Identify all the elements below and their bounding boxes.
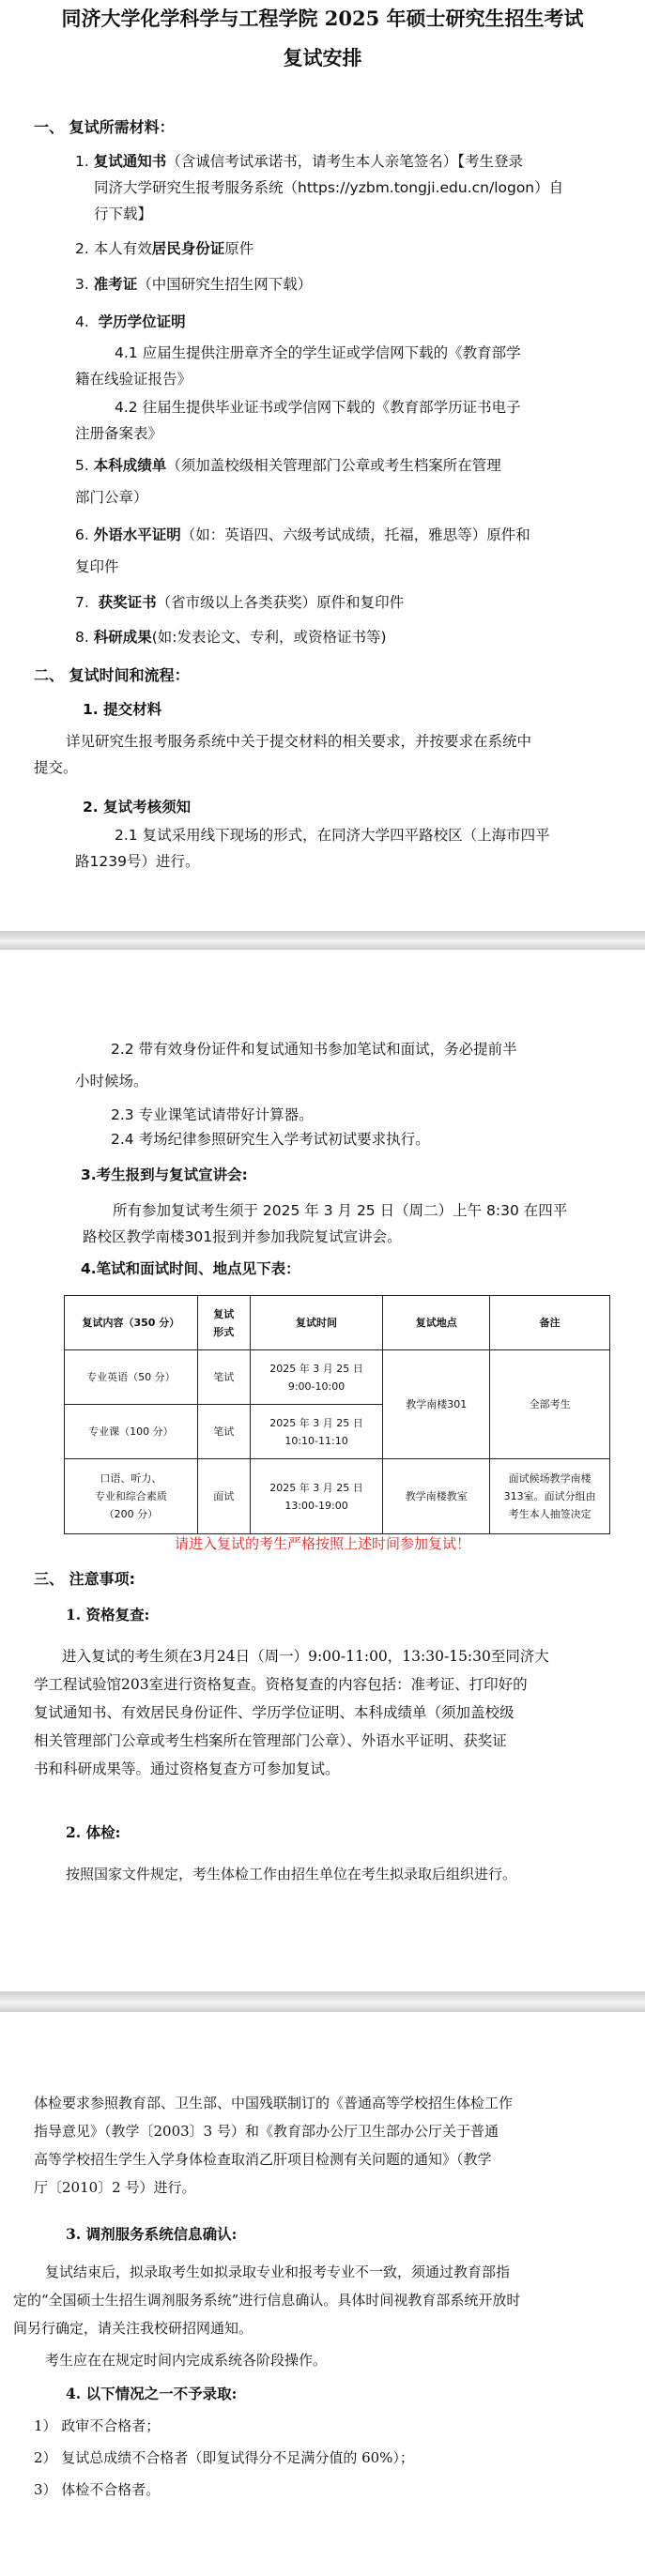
sub1-title: 1. 提交材料	[83, 701, 162, 718]
page-1	[0, 0, 645, 931]
sub3-title: 3.考生报到与复试宣讲会:	[81, 1166, 248, 1183]
cell-note: 面试候场教学南楼 313室。面试分组由 考生本人抽签决定	[490, 1459, 610, 1534]
item1-line5: 书和科研成果等。通过资格复查方可参加复试。	[34, 1761, 340, 1777]
cell-time: 2025 年 3 月 25 日 10:10-11:10	[250, 1405, 383, 1459]
table-header-form: 复试 形式	[197, 1296, 250, 1350]
sub3-text-line1: 所有参加复试考生须于 2025 年 3 月 25 日（周二）上午 8:30 在四平	[113, 1202, 568, 1219]
material-item-6: 6. 外语水平证明（如：英语四、六级考试成绩，托福，雅思等）原件和	[75, 526, 530, 543]
item4-list-1: 1） 政审不合格者；	[34, 2417, 161, 2434]
material-item-3: 3. 准考证（中国研究生招生网下载）	[75, 276, 313, 293]
item3-line3: 间另行确定，请关注我校研招网通知。	[13, 2320, 253, 2337]
doc-title-line2: 复试安排	[283, 46, 362, 69]
material-item-1-line3: 行下载】	[94, 206, 153, 222]
material-item-4: 4. 学历学位证明	[75, 313, 186, 330]
item1-line1: 进入复试的考生须在3月24日（周一）9:00-11:00，13:30-15:30至同济大	[62, 1648, 549, 1665]
cell-time: 2025 年 3 月 25 日 13:00-19:00	[250, 1459, 383, 1534]
page-gap-2	[0, 1991, 645, 2012]
material-item-1-line2: 同济大学研究生报考服务系统（https://yzbm.tongji.edu.cn/logon）自	[94, 179, 564, 196]
material-item-4-2: 4.2 往届生提供毕业证书或学信网下载的《教育部学历证书电子	[115, 399, 521, 416]
item4-list-2: 2） 复试总成绩不合格者（即复试得分不足满分值的 60%）；	[34, 2449, 414, 2466]
item2-cont-line1: 体检要求参照教育部、卫生部、中国残联制订的《普通高等学校招生体检工作	[34, 2095, 514, 2111]
item2-line1: 按照国家文件规定，考生体检工作由招生单位在考生拟录取后组织进行。	[66, 1866, 517, 1882]
item4-title: 4. 以下情况之一不予录取:	[66, 2385, 238, 2402]
material-item-5-line2: 部门公章）	[75, 489, 148, 506]
material-item-5: 5. 本科成绩单（须加盖校级相关管理部门公章或考生档案所在管理	[75, 457, 501, 474]
item1-line4: 相关管理部门公章或考生档案所在管理部门公章）、外语水平证明、获奖证	[34, 1732, 507, 1749]
cell-place: 教学南楼教室	[383, 1459, 490, 1534]
item1-line3: 复试通知书、有效居民身份证件、学历学位证明、本科成绩单（须加盖校级	[34, 1704, 514, 1721]
sub4-title: 4.笔试和面试时间、地点见下表：	[81, 1260, 300, 1277]
sub2-2-line1: 2.2 带有效身份证件和复试通知书参加笔试和面试，务必提前半	[111, 1041, 517, 1058]
sub2-1-line1: 2.1 复试采用线下现场的形式，在同济大学四平路校区（上海市四平	[115, 827, 550, 844]
page-gap-1	[0, 931, 645, 950]
cell-form: 笔试	[197, 1405, 250, 1459]
item3-line1: 复试结束后，拟录取考生如拟录取专业和报考专业不一致，须通过教育部指	[45, 2264, 511, 2280]
material-item-1: 1. 复试通知书（含诚信考试承诺书，请考生本人亲笔签名）【考生登录	[75, 153, 524, 170]
table-row	[65, 1350, 610, 1405]
table-row	[65, 1459, 610, 1534]
sub3-text-line2: 路校区教学南楼301报到并参加我院复试宣讲会。	[83, 1228, 402, 1245]
cell-content: 专业课（100 分）	[65, 1405, 198, 1459]
item2-cont-line2: 指导意见》（教学〔2003〕3 号）和《教育部办公厅卫生部办公厅关于普通	[34, 2123, 499, 2140]
material-item-4-2-line2: 注册备案表》	[75, 425, 163, 442]
cell-content: 专业英语（50 分）	[65, 1350, 198, 1405]
item2-title: 2. 体检:	[66, 1823, 121, 1841]
sub1-text-line1: 详见研究生报考服务系统中关于提交材料的相关要求，并按要求在系统中	[66, 733, 532, 750]
item3-title: 3. 调剂服务系统信息确认:	[66, 2225, 238, 2243]
table-header-time: 复试时间	[250, 1296, 383, 1350]
sub2-4: 2.4 考场纪律参照研究生入学考试初试要求执行。	[111, 1131, 430, 1148]
material-item-4-1: 4.1 应届生提供注册章齐全的学生证或学信网下载的《教育部学	[115, 344, 521, 361]
item4-list-3: 3） 体检不合格者。	[34, 2481, 161, 2498]
cell-content: 口语、听力、 专业和综合素质 （200 分）	[65, 1459, 198, 1534]
sub2-3: 2.3 专业课笔试请带好计算器。	[111, 1106, 314, 1123]
table-header-note: 备注	[490, 1296, 610, 1350]
material-item-2: 2. 本人有效居民身份证原件	[75, 240, 254, 257]
item1-title: 1. 资格复查:	[66, 1606, 150, 1623]
item3-line4: 考生应在在规定时间内完成系统各阶段操作。	[45, 2352, 328, 2369]
doc-title-line1: 同济大学化学科学与工程学院 2025 年硕士研究生招生考试	[61, 7, 584, 30]
sub1-text-line2: 提交。	[34, 759, 78, 776]
sub2-2-line2: 小时候场。	[75, 1073, 148, 1090]
sub2-1-line2: 路1239号）进行。	[75, 853, 200, 870]
cell-time: 2025 年 3 月 25 日 9:00-10:00	[250, 1350, 383, 1405]
cell-form: 面试	[197, 1459, 250, 1534]
page-3	[0, 2012, 645, 2576]
page-2	[0, 950, 645, 1991]
item1-line2: 学工程试验馆203室进行资格复查。资格复查的内容包括：准考证、打印好的	[34, 1676, 528, 1693]
warning-text: 请进入复试的考生严格按照上述时间参加复试！	[174, 1535, 470, 1552]
item3-line2: 定的“全国硕士生招生调剂服务系统”进行信息确认。具体时间视教育部系统开放时	[13, 2292, 521, 2309]
table-header-place: 复试地点	[383, 1296, 490, 1350]
table-header-content: 复试内容（350 分）	[65, 1296, 198, 1350]
item2-cont-line4: 厅〔2010〕2 号）进行。	[34, 2179, 196, 2196]
table-header-row	[65, 1296, 610, 1350]
section1-heading: 一、 复试所需材料：	[34, 118, 175, 136]
sub2-title: 2. 复试考核须知	[83, 799, 192, 815]
cell-form: 笔试	[197, 1350, 250, 1405]
item2-cont-line3: 高等学校招生学生入学身体检查取消乙肝项目检测有关问题的通知》（教学	[34, 2151, 492, 2168]
cell-note-written: 全部考生	[490, 1350, 610, 1459]
material-item-4-1-line2: 籍在线验证报告》	[75, 371, 192, 388]
section2-heading: 二、 复试时间和流程：	[34, 666, 190, 684]
section3-heading: 三、 注意事项:	[34, 1570, 135, 1588]
material-item-6-line2: 复印件	[75, 558, 119, 575]
cell-place-written: 教学南楼301	[383, 1350, 490, 1459]
material-item-8: 8. 科研成果(如:发表论文、专利，或资格证书等)	[75, 629, 387, 646]
material-item-7: 7. 获奖证书（省市级以上各类获奖）原件和复印件	[75, 594, 405, 611]
schedule-table	[64, 1295, 610, 1534]
